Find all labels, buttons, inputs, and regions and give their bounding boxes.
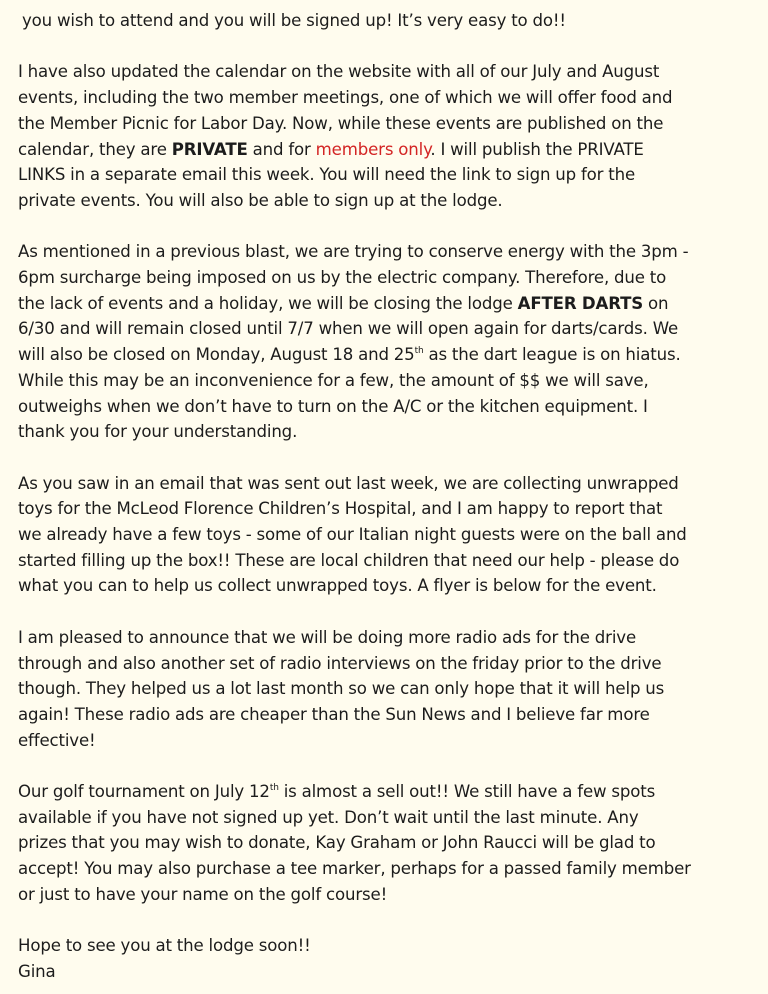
toy-drive-paragraph	[18, 471, 750, 600]
text-line: private events. You will also be able to sign up at the lodge.	[18, 190, 503, 210]
text-line: I have also updated the calendar on the website with all of our July and August	[18, 62, 660, 82]
text-line	[18, 137, 750, 163]
text-segment: Our golf tournament on July 12	[18, 782, 270, 802]
text-segment: . I will publish the PRIVATE	[430, 139, 644, 159]
text-line: or just to have your name on the golf course!	[18, 884, 388, 904]
text-segment: calendar, they are	[18, 139, 172, 159]
text-line: effective!	[18, 730, 96, 750]
text-line: accept! You may also purchase a tee marker, perhaps for a passed family member	[18, 859, 691, 879]
golf-tournament-paragraph	[18, 779, 750, 908]
text-line: through and also another set of radio interviews on the friday prior to the drive	[18, 653, 662, 673]
text-line: outweighs when we don’t have to turn on the A/C or the kitchen equipment. I	[18, 396, 648, 416]
signup-paragraph	[18, 8, 750, 34]
closure-notice-paragraph	[18, 239, 750, 445]
text-line: toys for the McLeod Florence Children’s Hospital, and I am happy to report that	[18, 499, 663, 519]
text-segment: as the dart league is on hiatus.	[423, 345, 681, 365]
text-line: 6pm surcharge being imposed on us by the electric company. Therefore, due to	[18, 268, 667, 287]
text-line	[18, 342, 750, 368]
text-line: the Member Picnic for Labor Day. Now, while these events are published on the	[18, 113, 664, 133]
members-only-highlight: members only	[315, 139, 431, 159]
text-segment: available if you have not signed up	[18, 807, 304, 827]
text-line: you wish to attend and you will be signed up! It’s very easy to do!!	[22, 11, 566, 30]
text-line	[18, 805, 750, 831]
text-segment: and for	[247, 139, 316, 159]
text-line: While this may be an inconvenience for a few, the amount of $$ we will save,	[18, 370, 649, 390]
text-line: I am pleased to announce that we will be doing more radio ads for the drive	[18, 627, 637, 647]
closing-paragraph	[18, 933, 750, 984]
text-line	[18, 291, 750, 317]
text-line: LINKS in a separate email this week. You will need the link to sign up for the	[18, 165, 636, 185]
text-line: events, including the two member meetings, one of which we will offer food and	[18, 88, 673, 108]
text-line: thank you for your understanding.	[18, 422, 298, 442]
closing-line: Hope to see you at the lodge soon!!	[18, 936, 311, 956]
text-segment: yet. Don’t wait until the last minute. Any	[303, 807, 639, 827]
text-line: As mentioned in a previous blast, we are trying to conserve energy with the 3pm -	[18, 242, 689, 262]
ordinal-suffix: th	[269, 783, 279, 794]
text-line: what you can to help us collect unwrapped toys. A flyer is below for the event.	[18, 576, 657, 596]
after-darts-emphasis: AFTER DARTS	[517, 293, 644, 313]
text-segment: will also be closed on Monday, August 18 and 25	[18, 345, 415, 365]
ordinal-suffix: th	[414, 346, 424, 357]
radio-ads-paragraph	[18, 625, 750, 754]
text-segment: the lack of events and a holiday, we will be closing the lodge	[18, 293, 518, 313]
calendar-update-paragraph	[18, 59, 750, 213]
text-segment: on	[643, 293, 669, 313]
private-emphasis: PRIVATE	[171, 139, 248, 159]
text-line: prizes that you may wish to donate, Kay Graham or John Raucci will be glad to	[18, 833, 656, 853]
text-line: we already have a few toys - some of our Italian night guests were on the ball and	[18, 525, 687, 545]
text-line: started filling up the box!! These are local children that need our help - please do	[18, 550, 680, 570]
text-segment: is almost a sell out!! We still have a few spots	[278, 782, 656, 802]
text-line: again! These radio ads are cheaper than the Sun News and I believe far more	[18, 704, 650, 724]
text-line	[18, 779, 750, 805]
text-line: though. They helped us a lot last month so we can only hope that it will help us	[18, 679, 665, 699]
text-line: 6/30 and will remain closed until 7/7 when we will open again for darts/cards. We	[18, 319, 679, 339]
signature-name: Gina	[18, 961, 56, 981]
text-line: As you saw in an email that was sent out last week, we are collecting unwrapped	[18, 473, 679, 493]
